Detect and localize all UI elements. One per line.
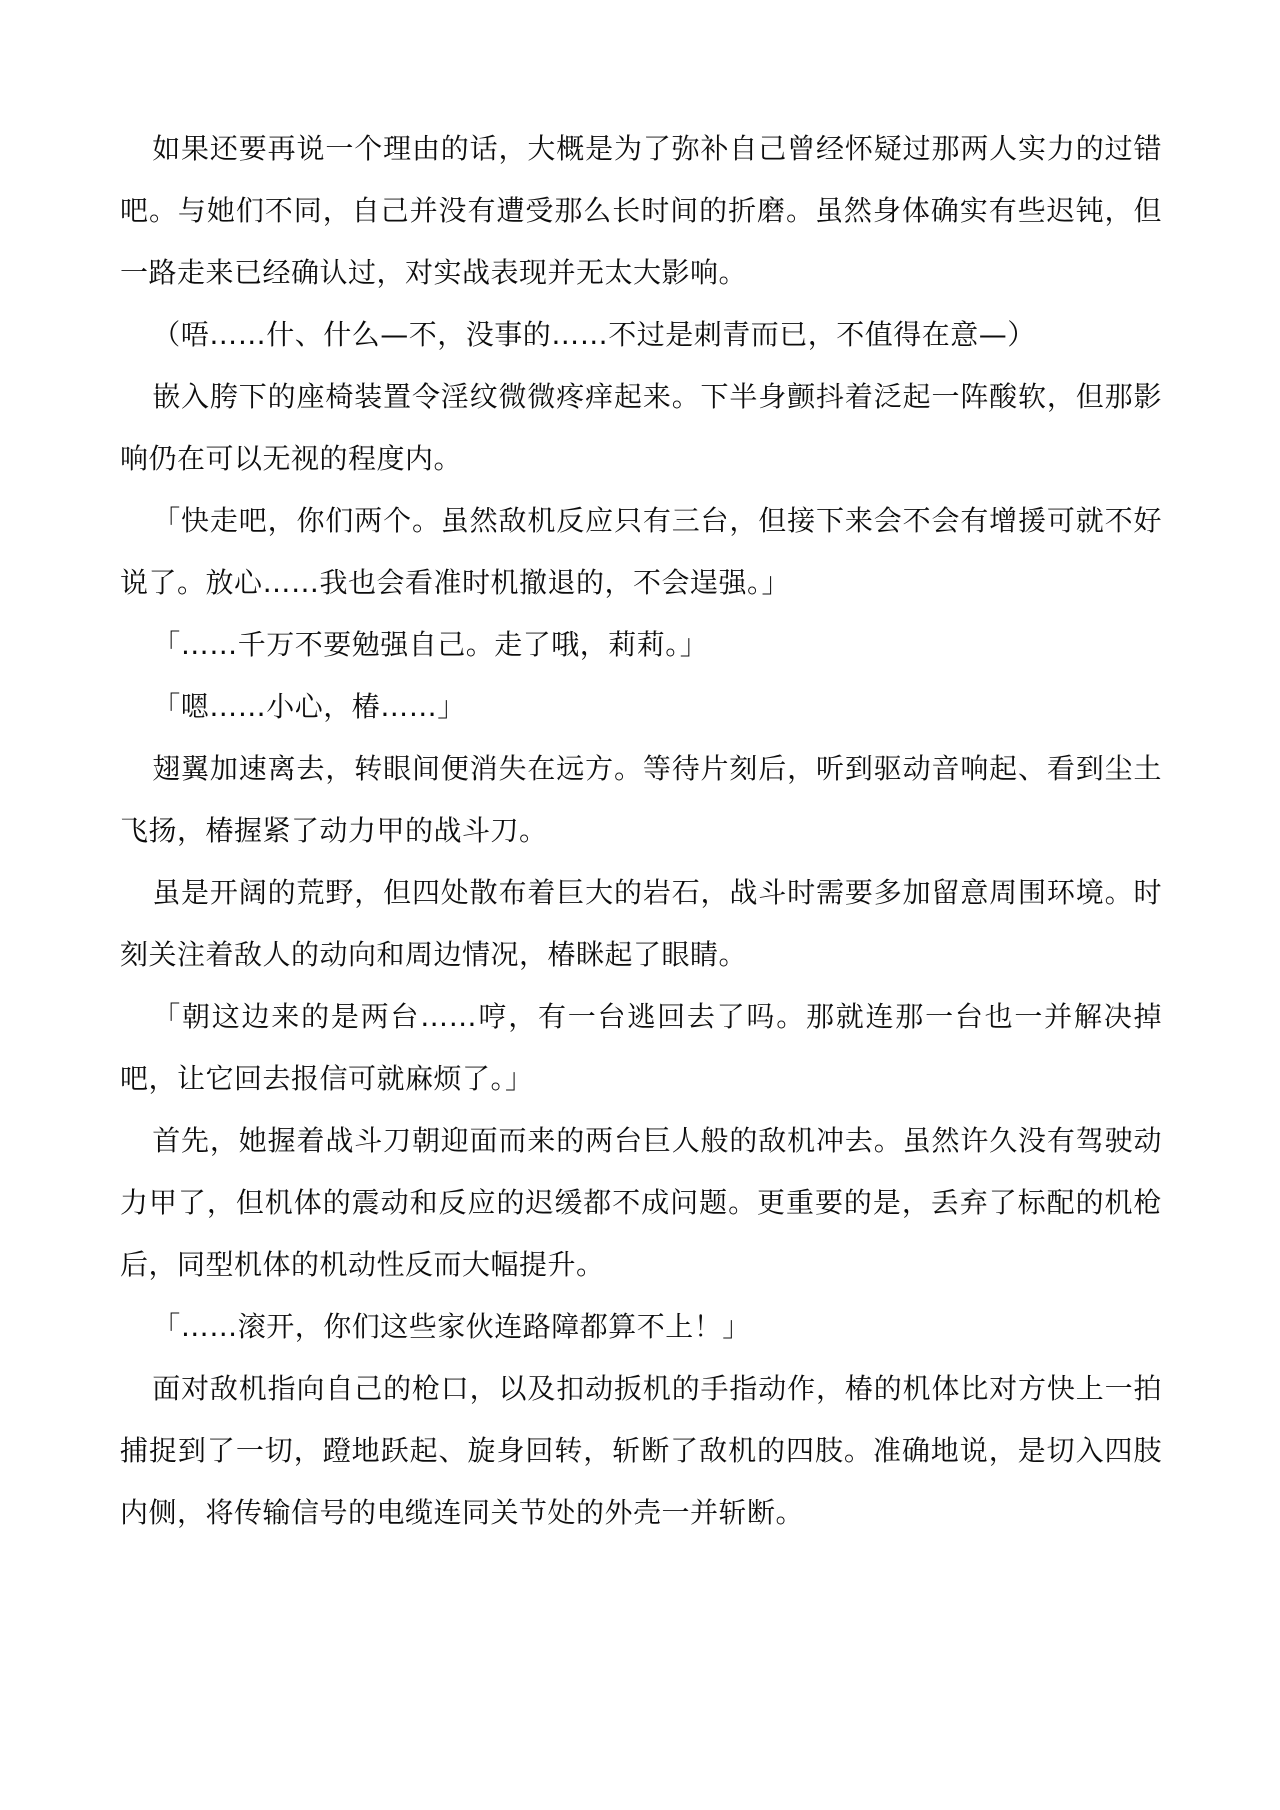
paragraph-dialogue: 「快走吧，你们两个。虽然敌机反应只有三台，但接下来会不会有增援可就不好说了。放心……我也会看准时机撤退的，不会逞强。」 [120,504,1162,599]
paragraph-thought: （唔……什、什么—不，没事的……不过是刺青而已，不值得在意—） [152,318,1036,351]
paragraph-narration: 如果还要再说一个理由的话，大概是为了弥补自己曾经怀疑过那两人实力的过错吧。与她们不同，自己并没有遭受那么长时间的折磨。虽然身体确实有些迟钝，但一路走来已经确认过，对实战表现并无太大影响。 [120,132,1162,289]
paragraph-dialogue: 「……千万不要勉强自己。走了哦，莉莉。」 [152,628,709,661]
paragraph-narration: 嵌入胯下的座椅装置令淫纹微微疼痒起来。下半身颤抖着泛起一阵酸软，但那影响仍在可以无视的程度内。 [120,380,1162,475]
paragraph-dialogue: 「……滚开，你们这些家伙连路障都算不上！」 [152,1310,751,1343]
paragraph-narration: 首先，她握着战斗刀朝迎面而来的两台巨人般的敌机冲去。虽然许久没有驾驶动力甲了，但机体的震动和反应的迟缓都不成问题。更重要的是，丢弃了标配的机枪后，同型机体的机动性反而大幅提升。 [120,1124,1162,1281]
paragraph-narration: 虽是开阔的荒野，但四处散布着巨大的岩石，战斗时需要多加留意周围环境。时刻关注着敌人的动向和周边情况，椿眯起了眼睛。 [120,876,1162,971]
paragraph-narration: 面对敌机指向自己的枪口，以及扣动扳机的手指动作，椿的机体比对方快上一拍捕捉到了一切，蹬地跃起、旋身回转，斩断了敌机的四肢。准确地说，是切入四肢内侧，将传输信号的电缆连同关节处的外壳一并斩断。 [120,1372,1162,1529]
novel-text-body [120,118,1162,1544]
paragraph-narration: 翅翼加速离去，转眼间便消失在远方。等待片刻后，听到驱动音响起、看到尘土飞扬，椿握紧了动力甲的战斗刀。 [120,752,1162,847]
paragraph-dialogue: 「嗯……小心，椿……」 [152,690,466,723]
paragraph-dialogue: 「朝这边来的是两台……哼，有一台逃回去了吗。那就连那一台也一并解决掉吧，让它回去报信可就麻烦了。」 [120,1000,1162,1095]
